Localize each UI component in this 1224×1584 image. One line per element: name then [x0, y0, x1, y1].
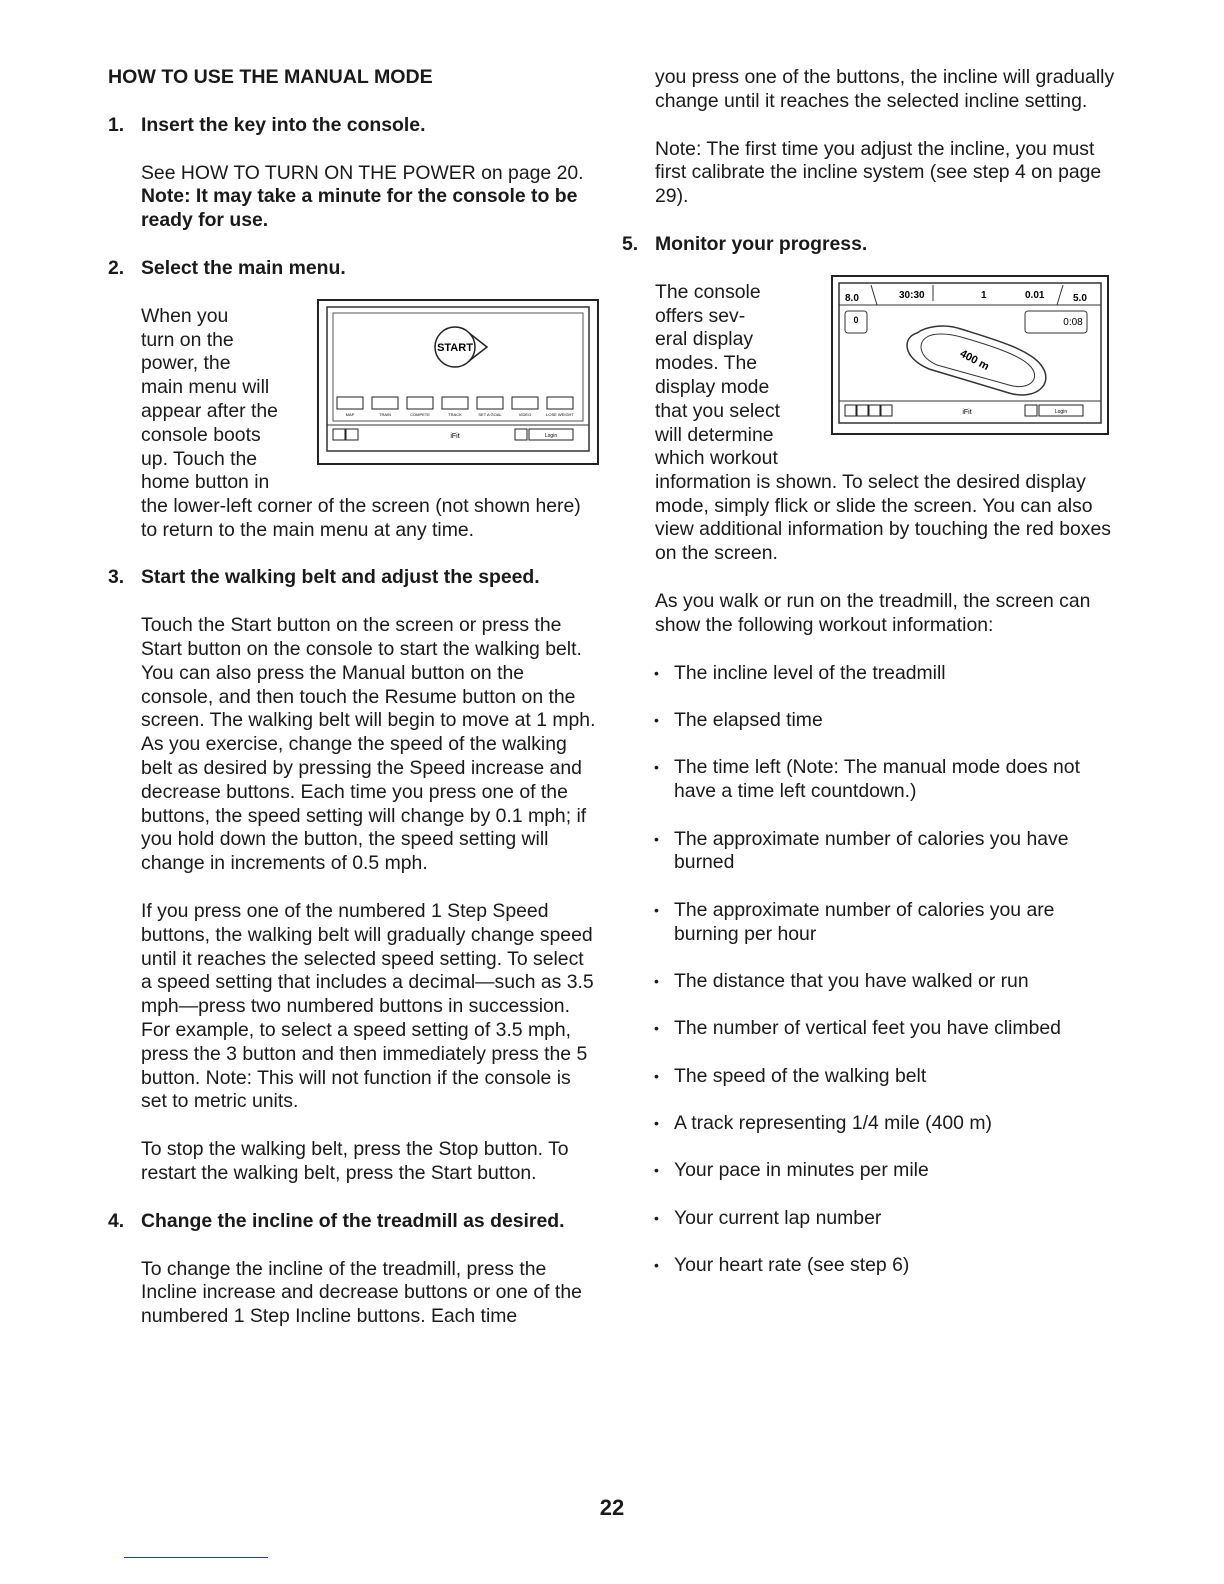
globe-icon [881, 405, 892, 416]
step-1-heading [108, 114, 598, 138]
calories-value: 0 [853, 314, 859, 325]
text-line: When you [141, 304, 229, 327]
list-item: • The elapsed time [622, 709, 1116, 733]
back-icon [845, 405, 856, 416]
text-line: eral display [655, 328, 754, 351]
pace-value: 0:08 [1063, 316, 1083, 328]
step-3-paragraph-2: If you press one of the numbered 1 Step Speed buttons, the walking belt will gradually change speed until it reaches the selected speed setting. To select a speed setting that includes a decimal—such as 3.5 mph—press two numbered buttons in succession. For example, to select a speed setting of 3.5 mph, press the 3 button and then immediately press the 5 button. Note: This will not function if the console is set to metric units. [141, 899, 594, 1113]
step-number: 1. [108, 113, 125, 136]
text-line: which workout [655, 447, 778, 470]
list-item: • The number of vertical feet you have climbed [622, 1017, 1116, 1041]
step-title: Monitor your progress. [655, 232, 868, 255]
step-title: Select the main menu. [141, 256, 346, 279]
step-3-paragraph-3: To stop the walking belt, press the Stop button. To restart the walking belt, press the Start button. [141, 1138, 569, 1184]
menu-label-map: MAP [345, 411, 355, 417]
workout-info-list [622, 662, 1116, 1278]
list-item: • Your pace in minutes per mile [622, 1159, 1116, 1183]
text-line: The console [655, 280, 761, 303]
incline-value: 8.0 [845, 292, 859, 304]
text-line: offers sev- [655, 304, 746, 327]
list-item: • The time left (Note: The manual mode does not have a time left countdown.) [622, 756, 1116, 804]
list-item: • A track representing 1/4 mile (400 m) [622, 1112, 1116, 1136]
main-menu-screen-illustration [319, 301, 597, 463]
menu-label-compete: COMPETE [410, 411, 430, 417]
page-number: 22 [599, 1495, 625, 1520]
step-number: 5. [622, 232, 639, 255]
user-icon [333, 429, 345, 440]
step-4-continued: you press one of the buttons, the incline will gradually change until it reaches the selected incline setting. [655, 66, 1115, 112]
step-3-paragraph-1: Touch the Start button on the screen or press the Start button on the console to start the walking belt. You can also press the Manual button on the console, and then touch the Resume button on the screen. The walking belt will begin to move at 1 mph. As you exercise, change the speed of the walking belt as desired by pressing the Speed increase and decrease buttons. Each time you press one of the buttons, the speed setting will change by 0.1 mph; if you hold down the button, the speed setting will change in increments of 0.5 mph. [141, 614, 596, 875]
menu-label-track: TRACK [448, 411, 462, 417]
start-label: START [437, 341, 473, 354]
step-2-after-text: the lower-left corner of the screen (not shown here) to return to the main menu at any time. [141, 494, 581, 541]
step-5-heading [622, 233, 1116, 257]
step-1-note: Note: It may take a minute for the console to be ready for use. [141, 185, 578, 232]
text-line: will determine [655, 423, 774, 446]
step-1-body [141, 162, 598, 233]
menu-label-lose-weight: LOSE WEIGHT [546, 411, 574, 417]
list-item: • The approximate number of calories you are burning per hour [622, 899, 1116, 947]
step-title: Insert the key into the console. [141, 113, 426, 136]
settings-icon [1025, 405, 1037, 416]
list-item: • The distance that you have walked or run [622, 970, 1116, 994]
step-5-after-text: information is shown. To select the desired display mode, simply flick or slide the screen. You can also view additional information by touching the red boxes on the screen. [655, 470, 1111, 565]
list-item: • Your heart rate (see step 6) [622, 1254, 1116, 1278]
text-line: main menu will [141, 376, 270, 399]
text-line: modes. The [655, 352, 758, 375]
right-column [622, 66, 1116, 1302]
step-3-heading [108, 566, 598, 590]
ifit-logo: iFit [450, 432, 460, 440]
text-line: appear after the [141, 399, 278, 422]
track-label: 400 m [957, 347, 992, 373]
workout-screen-figure [831, 275, 1109, 435]
text-line: up. Touch the [141, 447, 258, 470]
step-number: 4. [108, 1209, 125, 1232]
step-title: Start the walking belt and adjust the speed. [141, 566, 540, 589]
text-line: home button in [141, 471, 270, 494]
menu-label-video: VIDEO [518, 411, 532, 417]
left-column [108, 66, 598, 1329]
text-line: that you select [655, 399, 781, 422]
home-icon [857, 405, 868, 416]
step-1-text: See HOW TO TURN ON THE POWER on page 20. [141, 161, 584, 184]
text-line: display mode [655, 375, 770, 398]
step-2-heading [108, 257, 598, 281]
speed-value: 5.0 [1073, 292, 1087, 304]
menu-label-train: TRAIN [379, 411, 391, 417]
text-line: power, the [141, 352, 231, 375]
login-label: Login [1054, 408, 1068, 415]
settings-icon [515, 429, 527, 440]
list-item: • The incline level of the treadmill [622, 662, 1116, 686]
footer-rule [124, 1557, 268, 1558]
list-item: • The speed of the walking belt [622, 1065, 1116, 1089]
step-title: Change the incline of the treadmill as desired. [141, 1209, 565, 1232]
step-5-body [655, 281, 1116, 471]
menu-icon-row [337, 397, 573, 409]
distance-value: 0.01 [1025, 289, 1045, 301]
lap-value: 1 [981, 289, 987, 301]
step-2-body [141, 305, 598, 495]
step-number: 2. [108, 256, 125, 279]
step-5-intro: As you walk or run on the treadmill, the screen can show the following workout information: [655, 589, 1091, 636]
main-menu-screen-figure [317, 299, 599, 465]
list-item: • The approximate number of calories you have burned [622, 828, 1116, 876]
ifit-logo: iFit [962, 408, 972, 416]
menu-label-set-a-goal: SET A GOAL [478, 411, 502, 417]
step-number: 3. [108, 566, 125, 589]
workout-screen-illustration [833, 277, 1107, 433]
incline-calibration-note: Note: The first time you adjust the incline, you must first calibrate the incline system (see step 4 on page 29). [655, 137, 1102, 208]
text-line: console boots [141, 423, 261, 446]
list-item: • Your current lap number [622, 1207, 1116, 1231]
elapsed-time-value: 30:30 [899, 289, 925, 301]
user-icon [869, 405, 880, 416]
login-label: Login [544, 432, 558, 439]
step-4-paragraph-1: To change the incline of the treadmill, press the Incline increase and decrease buttons or one of the numbered 1 Step Incline buttons. Each time [141, 1257, 582, 1328]
text-line: turn on the [141, 328, 234, 351]
step-4-heading [108, 1210, 598, 1234]
section-title: HOW TO USE THE MANUAL MODE [108, 66, 433, 88]
globe-icon [346, 429, 358, 440]
